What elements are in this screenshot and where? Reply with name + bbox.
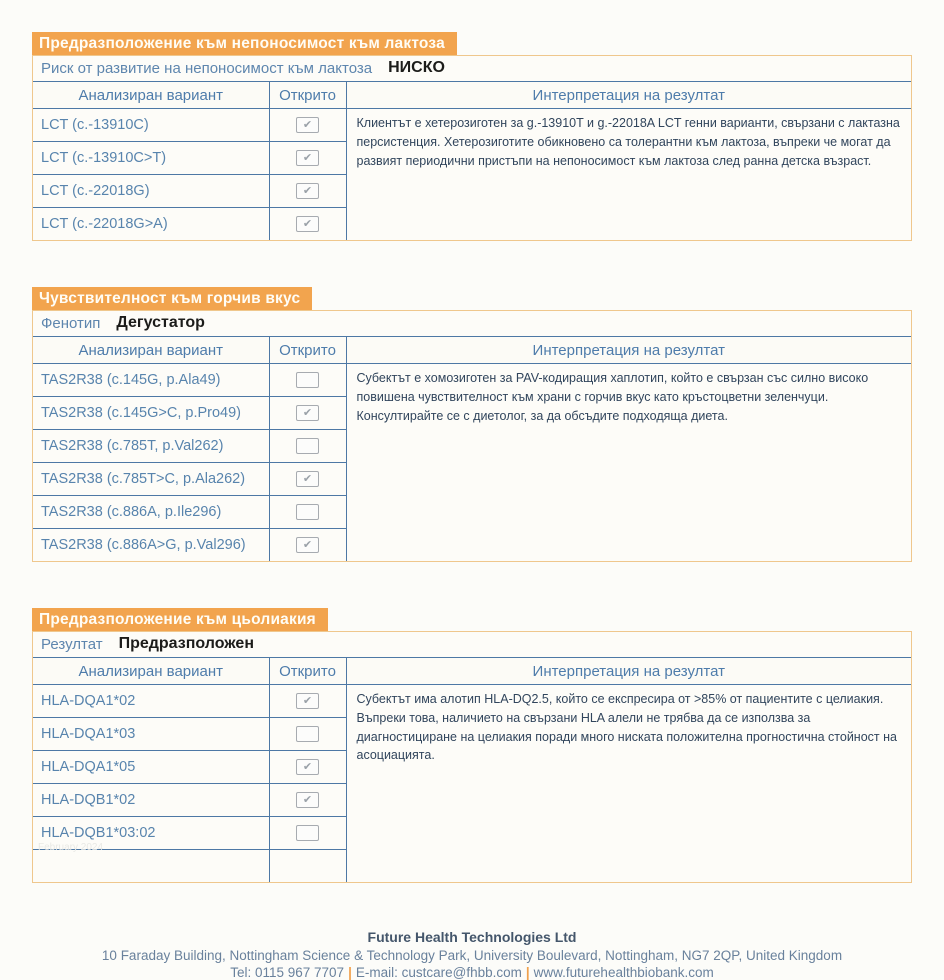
results-table: [33, 658, 911, 882]
report-section: [32, 287, 912, 562]
section-box: [32, 631, 912, 883]
results-table: [33, 337, 911, 561]
variant-cell: LCT (c.-13910C): [33, 109, 269, 142]
detected-cell: [269, 751, 346, 784]
interpretation-text: Субектът е хомозиготен за PAV-кодиращия хаплотип, който е свързан със силно високо повишена чувствителност към храни с горчив вкус като кръстоцветни зеленчуци. Консултирайте се с диетолог, за да обсъдите подходяща диета.: [346, 364, 911, 562]
checkbox-unchecked-icon: [296, 372, 319, 388]
detected-cell: [269, 784, 346, 817]
separator-pipe: |: [348, 965, 352, 980]
company-address: 10 Faraday Building, Nottingham Science & Technology Park, University Boulevard, Nottingham, NG7 2QP, United Kingdom: [101, 948, 843, 963]
section-box: [32, 310, 912, 562]
detected-cell: [269, 364, 346, 397]
checkbox-checked-icon: ✔: [296, 537, 319, 553]
detected-cell: [269, 817, 346, 850]
summary-label: Фенотип: [41, 314, 101, 332]
variant-cell: LCT (c.-22018G>A): [33, 208, 269, 241]
report-section: [32, 608, 912, 883]
checkbox-checked-icon: ✔: [296, 759, 319, 775]
variant-cell: HLA-DQA1*05: [33, 751, 269, 784]
column-header-interpretation: Интерпретация на резултат: [346, 658, 911, 685]
section-title-banner: Чувствителност към горчив вкус: [32, 287, 312, 310]
interpretation-text: Клиентът е хетерозиготен за g.-13910T и g.-22018A LCT генни варианти, свързани с лактазна персистенция. Хетерозиготите обикновено са толерантни към лактоза, въпреки че могат да развият периодични пристъпи на непоносимост към лактоза след ранна детска възраст.: [346, 109, 911, 241]
results-table: [33, 82, 911, 240]
interpretation-text: Субектът има алотип HLA-DQ2.5, който се експресира от >85% от пациентите с целиакия. Въпреки това, наличието на свързани HLA алели не трябва да се използва за диагностициране на целиакия поради много ниската положителна прогностична стойност на асоциацията.: [346, 685, 911, 883]
detected-cell: [269, 109, 346, 142]
detected-cell: [269, 496, 346, 529]
faint-date-note: February 2024: [38, 842, 104, 853]
checkbox-checked-icon: ✔: [296, 150, 319, 166]
variant-cell: HLA-DQA1*02: [33, 685, 269, 718]
variant-cell: HLA-DQB1*03:02: [33, 817, 269, 850]
column-header-variant: Анализиран вариант: [33, 337, 269, 364]
variant-cell: TAS2R38 (c.886A, p.Ile296): [33, 496, 269, 529]
checkbox-checked-icon: ✔: [296, 216, 319, 232]
section-summary-row: [33, 56, 911, 82]
summary-value: Дегустатор: [116, 314, 205, 331]
section-title-banner: Предразположение към цьолиакия: [32, 608, 328, 631]
detected-cell: [269, 685, 346, 718]
detected-cell: [269, 529, 346, 562]
checkbox-checked-icon: ✔: [296, 117, 319, 133]
checkbox-unchecked-icon: [296, 504, 319, 520]
checkbox-checked-icon: ✔: [296, 792, 319, 808]
variant-cell: TAS2R38 (c.145G>C, p.Pro49): [33, 397, 269, 430]
column-header-interpretation: Интерпретация на резултат: [346, 337, 911, 364]
section-summary-row: [33, 311, 911, 337]
detected-cell: [269, 397, 346, 430]
column-header-variant: Анализиран вариант: [33, 82, 269, 109]
variant-cell: TAS2R38 (c.886A>G, p.Val296): [33, 529, 269, 562]
detected-cell: [269, 850, 346, 883]
variant-cell: HLA-DQA1*03: [33, 718, 269, 751]
detected-cell: [269, 463, 346, 496]
website-url: www.futurehealthbiobank.com: [533, 965, 714, 980]
table-row: [33, 685, 911, 718]
variant-cell: TAS2R38 (c.145G, p.Ala49): [33, 364, 269, 397]
checkbox-checked-icon: ✔: [296, 471, 319, 487]
table-header-row: [33, 337, 911, 364]
variant-cell: LCT (c.-22018G): [33, 175, 269, 208]
variant-cell: TAS2R38 (c.785T>C, p.Ala262): [33, 463, 269, 496]
page-footer: [32, 929, 912, 980]
section-summary-row: [33, 632, 911, 658]
detected-cell: [269, 208, 346, 241]
detected-cell: [269, 175, 346, 208]
checkbox-unchecked-icon: [296, 825, 319, 841]
detected-cell: [269, 718, 346, 751]
phone-number: Tel: 0115 967 7707: [230, 965, 345, 980]
section-title-banner: Предразположение към непоносимост към лактоза: [32, 32, 457, 55]
checkbox-checked-icon: ✔: [296, 405, 319, 421]
report-section: [32, 32, 912, 241]
table-row: [33, 109, 911, 142]
summary-label: Резултат: [41, 635, 103, 653]
checkbox-unchecked-icon: [296, 438, 319, 454]
column-header-detected: Открито: [269, 658, 346, 685]
table-header-row: [33, 82, 911, 109]
table-row: [33, 364, 911, 397]
checkbox-unchecked-icon: [296, 726, 319, 742]
summary-value: НИСКО: [388, 59, 445, 76]
contact-line: [32, 965, 912, 980]
variant-cell: [33, 850, 269, 883]
variant-cell: LCT (c.-13910C>T): [33, 142, 269, 175]
variant-cell: HLA-DQB1*02: [33, 784, 269, 817]
variant-cell: TAS2R38 (c.785T, p.Val262): [33, 430, 269, 463]
checkbox-checked-icon: ✔: [296, 183, 319, 199]
checkbox-checked-icon: ✔: [296, 693, 319, 709]
separator-pipe: |: [525, 965, 530, 980]
column-header-variant: Анализиран вариант: [33, 658, 269, 685]
company-name: Future Health Technologies Ltd: [367, 929, 577, 945]
summary-value: Предразположен: [118, 635, 254, 652]
detected-cell: [269, 142, 346, 175]
summary-label: Риск от развитие на непоносимост към лактоза: [41, 59, 373, 77]
table-header-row: [33, 658, 911, 685]
detected-cell: [269, 430, 346, 463]
section-box: [32, 55, 912, 241]
column-header-detected: Открито: [269, 337, 346, 364]
email-address: E-mail: custcare@fhbb.com: [355, 965, 522, 980]
column-header-detected: Открито: [269, 82, 346, 109]
column-header-interpretation: Интерпретация на резултат: [346, 82, 911, 109]
report-body: [32, 32, 912, 883]
